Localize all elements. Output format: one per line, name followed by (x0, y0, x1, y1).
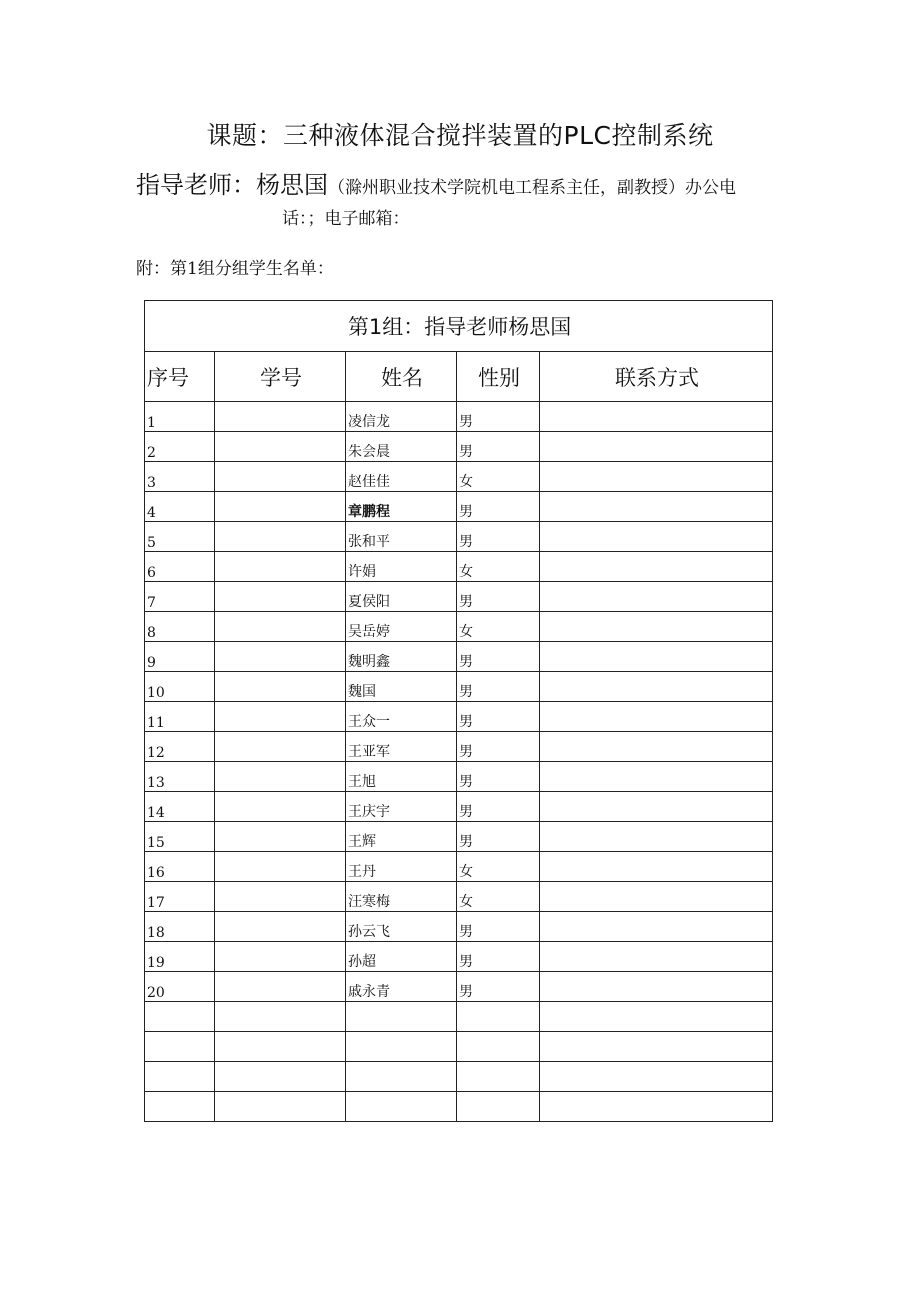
cell-contact (540, 642, 773, 672)
cell-contact (540, 432, 773, 462)
cell-name: 凌信龙 (346, 402, 457, 432)
table-header-row (145, 352, 773, 402)
cell-name: 王众一 (346, 702, 457, 732)
cell-student-id (215, 942, 346, 972)
cell-student-id (215, 1002, 346, 1032)
cell-seq: 7 (145, 582, 215, 612)
cell-seq: 17 (145, 882, 215, 912)
cell-student-id (215, 432, 346, 462)
header-contact: 联系方式 (540, 352, 773, 402)
cell-student-id (215, 792, 346, 822)
cell-seq: 9 (145, 642, 215, 672)
cell-contact (540, 1092, 773, 1122)
table-row (145, 822, 773, 852)
table-caption-row (145, 301, 773, 352)
cell-student-id (215, 612, 346, 642)
cell-contact (540, 792, 773, 822)
table-row (145, 852, 773, 882)
cell-gender: 男 (457, 672, 540, 702)
cell-contact (540, 612, 773, 642)
cell-gender: 男 (457, 822, 540, 852)
table-row (145, 912, 773, 942)
appendix-heading: 附：第1组分组学生名单： (136, 259, 334, 279)
cell-seq: 15 (145, 822, 215, 852)
cell-student-id (215, 822, 346, 852)
cell-gender: 男 (457, 432, 540, 462)
cell-name: 孙超 (346, 942, 457, 972)
cell-gender: 男 (457, 492, 540, 522)
table-row (145, 582, 773, 612)
cell-contact (540, 1062, 773, 1092)
cell-gender (457, 1092, 540, 1122)
cell-student-id (215, 1032, 346, 1062)
cell-contact (540, 972, 773, 1002)
cell-gender: 女 (457, 612, 540, 642)
cell-contact (540, 942, 773, 972)
table-row (145, 972, 773, 1002)
cell-seq: 10 (145, 672, 215, 702)
cell-student-id (215, 402, 346, 432)
cell-gender (457, 1032, 540, 1062)
table-row (145, 882, 773, 912)
cell-seq: 20 (145, 972, 215, 1002)
cell-student-id (215, 732, 346, 762)
table-row (145, 642, 773, 672)
cell-name (346, 1092, 457, 1122)
advisor-line (136, 165, 736, 200)
cell-contact (540, 462, 773, 492)
cell-student-id (215, 522, 346, 552)
cell-contact (540, 672, 773, 702)
cell-seq (145, 1062, 215, 1092)
cell-seq: 11 (145, 702, 215, 732)
table-row (145, 1002, 773, 1032)
cell-name: 赵佳佳 (346, 462, 457, 492)
table-row (145, 612, 773, 642)
cell-seq (145, 1032, 215, 1062)
cell-student-id (215, 1092, 346, 1122)
table-row (145, 732, 773, 762)
table-row (145, 552, 773, 582)
table-row (145, 402, 773, 432)
cell-student-id (215, 582, 346, 612)
cell-seq: 14 (145, 792, 215, 822)
cell-gender: 女 (457, 552, 540, 582)
table-row (145, 432, 773, 462)
cell-contact (540, 882, 773, 912)
cell-name: 戚永青 (346, 972, 457, 1002)
cell-student-id (215, 882, 346, 912)
cell-student-id (215, 972, 346, 1002)
table-caption: 第1组：指导老师杨思国 (145, 301, 773, 352)
cell-name: 魏国 (346, 672, 457, 702)
cell-seq: 19 (145, 942, 215, 972)
cell-contact (540, 492, 773, 522)
cell-name: 章鹏程 (346, 492, 457, 522)
cell-gender: 女 (457, 882, 540, 912)
cell-gender: 男 (457, 582, 540, 612)
cell-gender: 男 (457, 702, 540, 732)
cell-seq: 4 (145, 492, 215, 522)
cell-seq: 2 (145, 432, 215, 462)
cell-gender: 男 (457, 792, 540, 822)
table-row (145, 1092, 773, 1122)
cell-student-id (215, 762, 346, 792)
table-row (145, 702, 773, 732)
cell-seq: 6 (145, 552, 215, 582)
cell-seq: 1 (145, 402, 215, 432)
cell-seq: 16 (145, 852, 215, 882)
cell-name (346, 1062, 457, 1092)
cell-student-id (215, 462, 346, 492)
table-row (145, 1062, 773, 1092)
cell-contact (540, 582, 773, 612)
cell-name: 夏侯阳 (346, 582, 457, 612)
cell-contact (540, 852, 773, 882)
advisor-detail: （滁州职业技术学院机电工程系主任，副教授）办公电 (328, 178, 736, 198)
cell-name: 许娟 (346, 552, 457, 582)
cell-name (346, 1002, 457, 1032)
cell-gender: 男 (457, 402, 540, 432)
cell-contact (540, 402, 773, 432)
cell-gender: 女 (457, 852, 540, 882)
table-row (145, 762, 773, 792)
cell-name: 王亚军 (346, 732, 457, 762)
cell-name: 王辉 (346, 822, 457, 852)
cell-name: 魏明鑫 (346, 642, 457, 672)
cell-name: 王丹 (346, 852, 457, 882)
table-row (145, 522, 773, 552)
cell-student-id (215, 852, 346, 882)
table-row (145, 942, 773, 972)
table-row (145, 672, 773, 702)
header-name: 姓名 (346, 352, 457, 402)
cell-seq: 12 (145, 732, 215, 762)
cell-contact (540, 912, 773, 942)
cell-contact (540, 552, 773, 582)
table-row (145, 792, 773, 822)
header-gender: 性别 (457, 352, 540, 402)
table-row (145, 492, 773, 522)
cell-contact (540, 522, 773, 552)
cell-seq: 8 (145, 612, 215, 642)
cell-student-id (215, 492, 346, 522)
advisor-contact: 话：；电子邮箱： (282, 209, 410, 229)
cell-gender: 男 (457, 942, 540, 972)
cell-name: 吴岳婷 (346, 612, 457, 642)
cell-gender: 男 (457, 732, 540, 762)
cell-student-id (215, 552, 346, 582)
header-student-id: 学号 (215, 352, 346, 402)
header-seq: 序号 (145, 352, 215, 402)
cell-student-id (215, 1062, 346, 1092)
cell-student-id (215, 912, 346, 942)
cell-seq: 3 (145, 462, 215, 492)
cell-student-id (215, 702, 346, 732)
cell-seq (145, 1002, 215, 1032)
cell-name: 张和平 (346, 522, 457, 552)
cell-student-id (215, 672, 346, 702)
cell-contact (540, 822, 773, 852)
cell-gender: 男 (457, 522, 540, 552)
cell-seq: 18 (145, 912, 215, 942)
cell-gender: 女 (457, 462, 540, 492)
cell-gender: 男 (457, 762, 540, 792)
cell-name: 王庆宇 (346, 792, 457, 822)
cell-student-id (215, 642, 346, 672)
cell-contact (540, 1032, 773, 1062)
cell-contact (540, 732, 773, 762)
advisor-label: 指导老师：杨思国 (136, 171, 328, 199)
table-row (145, 1032, 773, 1062)
cell-gender (457, 1062, 540, 1092)
cell-name (346, 1032, 457, 1062)
cell-gender: 男 (457, 912, 540, 942)
cell-seq (145, 1092, 215, 1122)
cell-seq: 5 (145, 522, 215, 552)
cell-contact (540, 702, 773, 732)
cell-seq: 13 (145, 762, 215, 792)
cell-gender: 男 (457, 972, 540, 1002)
cell-contact (540, 1002, 773, 1032)
cell-name: 孙云飞 (346, 912, 457, 942)
cell-name: 朱会晨 (346, 432, 457, 462)
document-title: 课题：三种液体混合搅拌装置的PLC控制系统 (206, 121, 714, 150)
cell-gender: 男 (457, 642, 540, 672)
cell-contact (540, 762, 773, 792)
cell-gender (457, 1002, 540, 1032)
table-row (145, 462, 773, 492)
cell-name: 汪寒梅 (346, 882, 457, 912)
student-roster-table (144, 300, 773, 1122)
cell-name: 王旭 (346, 762, 457, 792)
